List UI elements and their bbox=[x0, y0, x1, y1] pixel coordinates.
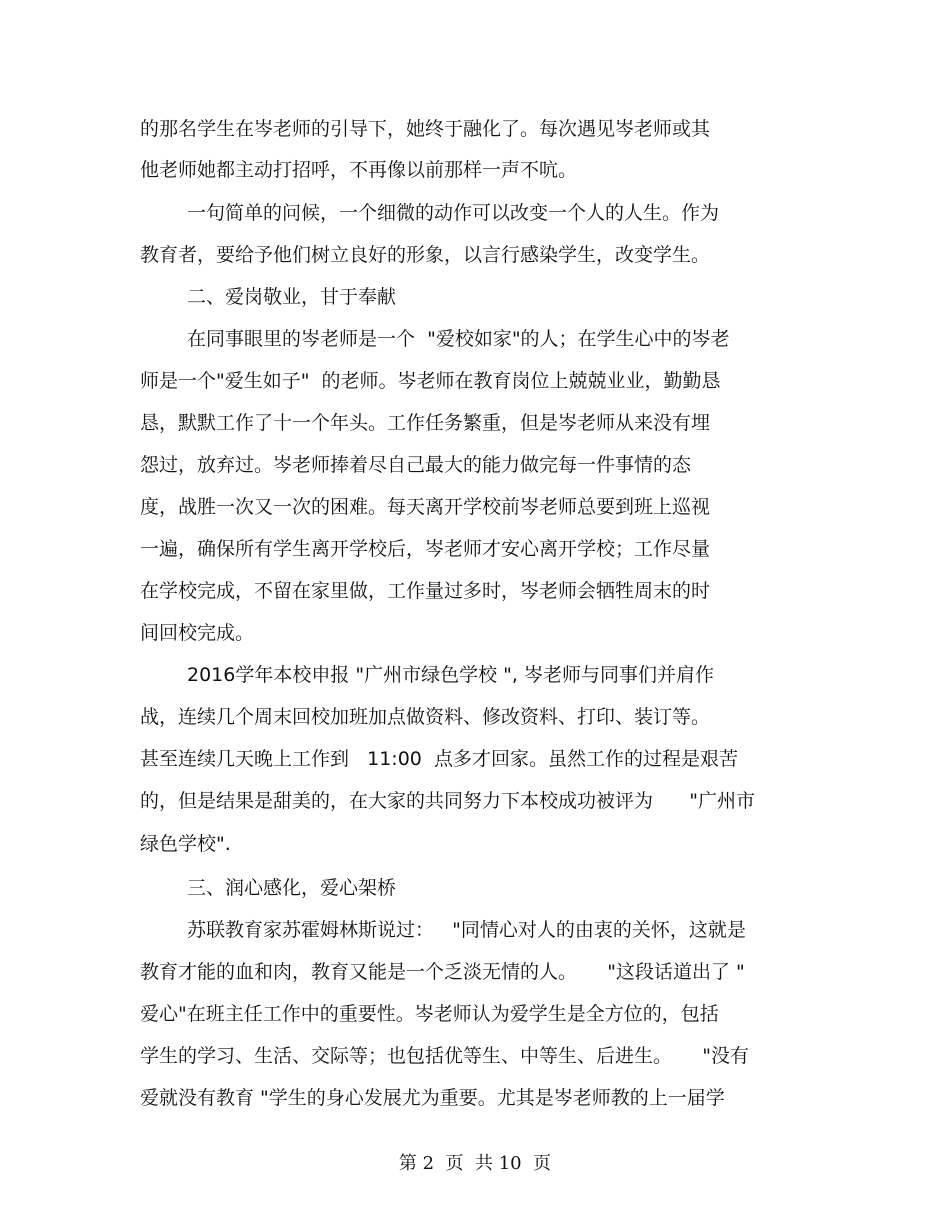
text-line: 间回校完成。 bbox=[140, 622, 255, 644]
text-line: 学生的学习、生活、交际等；也包括优等生、中等生、后进生。 "没有 bbox=[140, 1045, 749, 1067]
section-heading: 二、爱岗敬业，甘于奉献 bbox=[187, 286, 397, 308]
text-line: 战，连续几个周末回校加班加点做资料、修改资料、打印、装订等。 bbox=[140, 706, 711, 728]
text-line: 的，但是结果是甜美的，在大家的共同努力下本校成功被评为 "广州市 bbox=[140, 790, 755, 812]
text-line: 在同事眼里的岑老师是一个 "爱校如家"的人；在学生心中的岑老 bbox=[187, 328, 730, 350]
page-footer: 第 2 页 共 10 页 bbox=[398, 1153, 552, 1174]
text-line: 度，战胜一次又一次的困难。每天离开学校前岑老师总要到班上巡视 bbox=[140, 496, 711, 518]
text-line: 苏联教育家苏霍姆林斯说过： "同情心对人的由衷的关怀，这就是 bbox=[187, 919, 746, 941]
text-line: 在学校完成，不留在家里做，工作量过多时，岑老师会牺牲周末的时 bbox=[140, 580, 711, 602]
text-line: 他老师她都主动打招呼，不再像以前那样一声不吭。 bbox=[140, 159, 578, 181]
text-line: 的那名学生在岑老师的引导下，她终于融化了。每次遇见岑老师或其 bbox=[140, 118, 711, 140]
text-line: 教育者，要给予他们树立良好的形象，以言行感染学生，改变学生。 bbox=[140, 244, 711, 266]
text-line: 甚至连续几天晚上工作到 11:00 点多才回家。虽然工作的过程是艰苦 bbox=[140, 748, 738, 770]
text-line: 一句简单的问候，一个细微的动作可以改变一个人的人生。作为 bbox=[187, 202, 720, 224]
text-line: 绿色学校". bbox=[140, 833, 231, 855]
text-line: 爱就没有教育 "学生的身心发展尤为重要。尤其是岑老师教的上一届学 bbox=[140, 1087, 725, 1109]
text-line: 爱心"在班主任工作中的重要性。岑老师认为爱学生是全方位的，包括 bbox=[140, 1003, 719, 1025]
text-line: 一遍，确保所有学生离开学校后，岑老师才安心离开学校；工作尽量 bbox=[140, 538, 711, 560]
text-line: 恳，默默工作了十一个年头。工作任务繁重，但是岑老师从来没有埋 bbox=[140, 412, 711, 434]
text-line: 2016学年本校申报 "广州市绿色学校 ", 岑老师与同事们并肩作 bbox=[187, 664, 714, 686]
section-heading: 三、润心感化，爱心架桥 bbox=[187, 877, 397, 899]
text-line: 师是一个"爱生如子" 的老师。岑老师在教育岗位上兢兢业业，勤勤恳 bbox=[140, 370, 721, 392]
text-line: 教育才能的血和肉，教育又能是一个乏淡无情的人。 "这段话道出了 " bbox=[140, 961, 745, 983]
text-line: 怨过，放弃过。岑老师捧着尽自己最大的能力做完每一件事情的态 bbox=[140, 454, 692, 476]
